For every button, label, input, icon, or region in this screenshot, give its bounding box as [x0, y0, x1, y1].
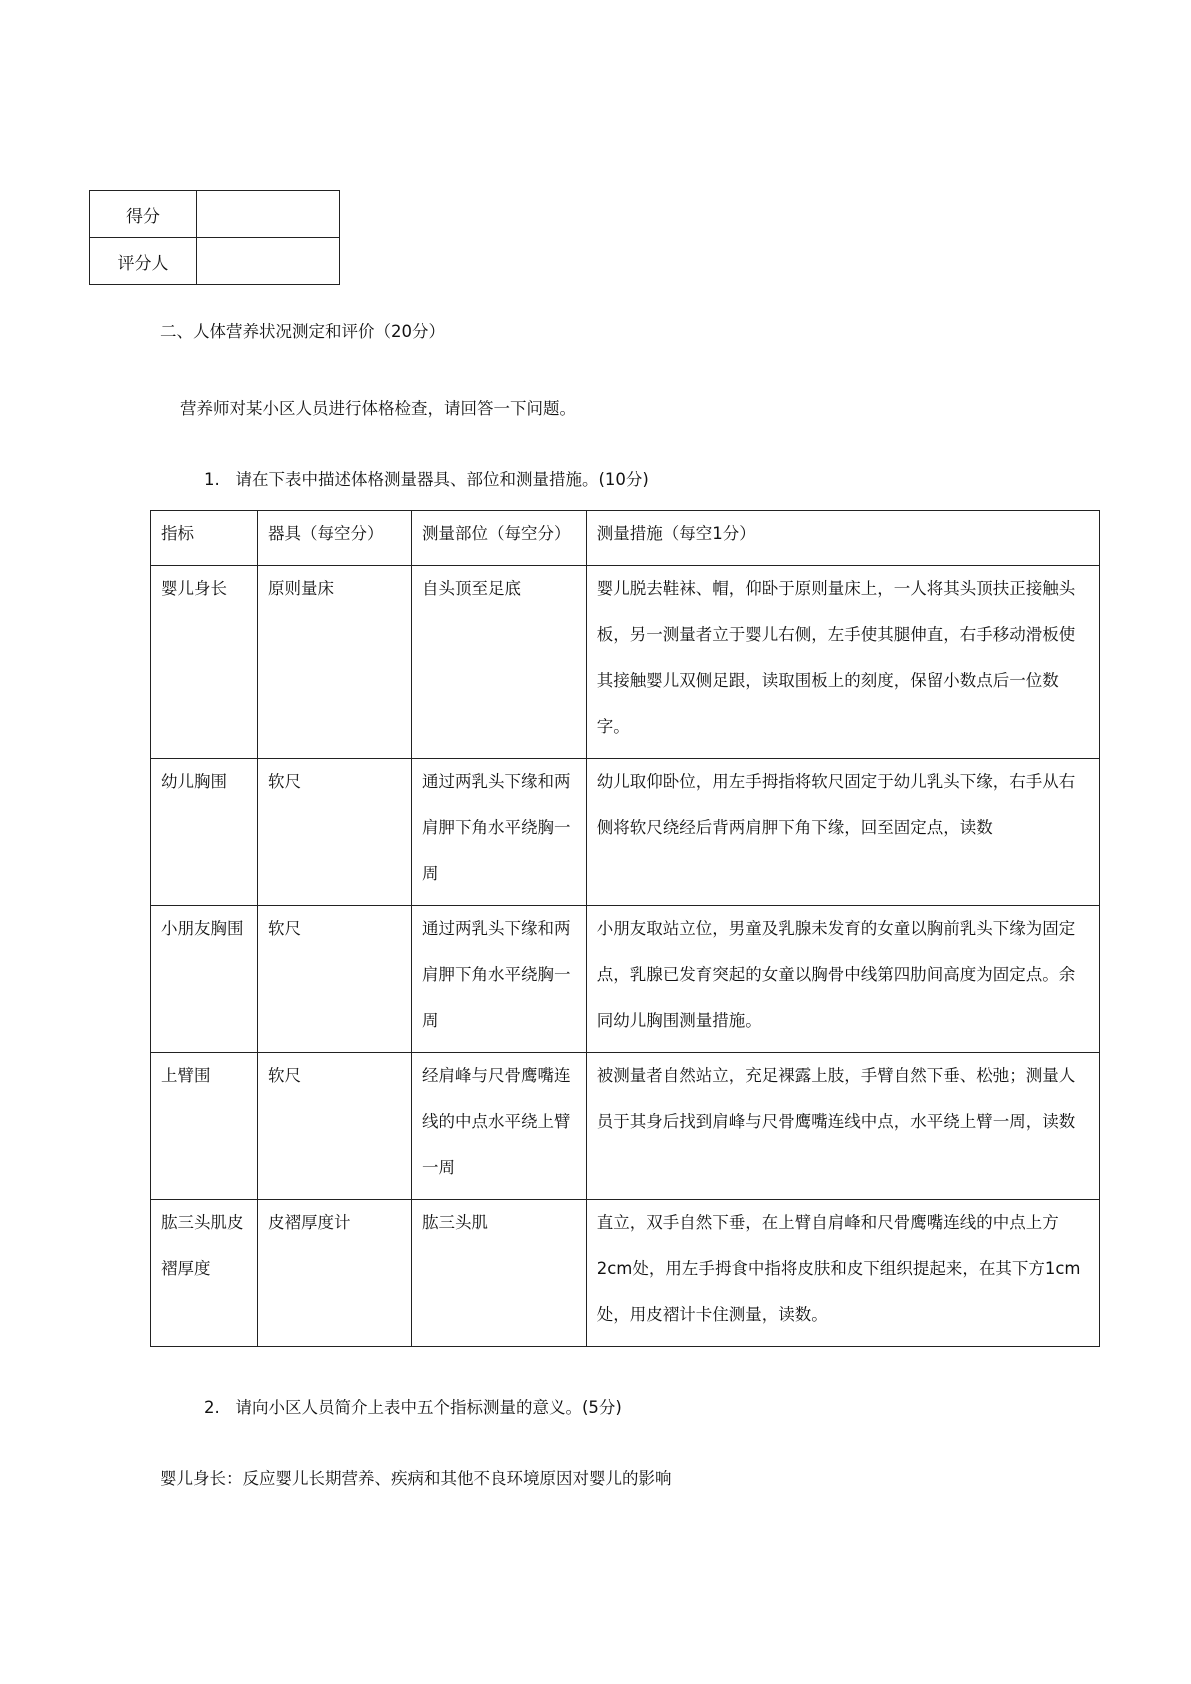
table-cell: 通过两乳头下缘和两肩胛下角水平绕胸一周 — [411, 906, 586, 1053]
table-cell: 软尺 — [258, 906, 412, 1053]
table-row — [151, 566, 1100, 759]
table-cell: 自头顶至足底 — [411, 566, 586, 759]
question-1: 1. 请在下表中描述体格测量器具、部位和测量措施。(10分) — [204, 470, 649, 489]
table-cell: 婴儿脱去鞋袜、帽，仰卧于原则量床上，一人将其头顶扶正接触头板，另一测量者立于婴儿右侧，左手使其腿伸直，右手移动滑板使其接触婴儿双侧足跟，读取围板上的刻度，保留小数点后一位数字。 — [586, 566, 1099, 759]
table-cell: 小朋友胸围 — [151, 906, 258, 1053]
table-cell: 肱三头肌皮褶厚度 — [151, 1200, 258, 1347]
table-cell: 皮褶厚度计 — [258, 1200, 412, 1347]
table-header-row — [151, 511, 1100, 566]
answer-infant-length: 婴儿身长：反应婴儿长期营养、疾病和其他不良环境原因对婴儿的影响 — [160, 1469, 672, 1488]
grader-value-cell — [197, 238, 340, 285]
header-cell: 指标 — [151, 511, 258, 566]
score-label: 得分 — [90, 191, 197, 238]
table-cell: 直立，双手自然下垂，在上臂自肩峰和尺骨鹰嘴连线的中点上方2cm处，用左手拇食中指将皮肤和皮下组织提起来，在其下方1cm处，用皮褶计卡住测量，读数。 — [586, 1200, 1099, 1347]
table-cell: 软尺 — [258, 759, 412, 906]
table-row — [151, 1200, 1100, 1347]
table-cell: 通过两乳头下缘和两肩胛下角水平绕胸一周 — [411, 759, 586, 906]
header-cell: 器具（每空分） — [258, 511, 412, 566]
header-cell: 测量部位（每空分） — [411, 511, 586, 566]
grader-label: 评分人 — [90, 238, 197, 285]
table-row — [151, 1053, 1100, 1200]
question-2: 2. 请向小区人员简介上表中五个指标测量的意义。(5分) — [204, 1398, 622, 1417]
table-cell: 原则量床 — [258, 566, 412, 759]
table-cell: 婴儿身长 — [151, 566, 258, 759]
score-box — [89, 190, 340, 285]
table-cell: 幼儿胸围 — [151, 759, 258, 906]
table-cell: 上臂围 — [151, 1053, 258, 1200]
table-row — [151, 759, 1100, 906]
table-cell: 肱三头肌 — [411, 1200, 586, 1347]
header-cell: 测量措施（每空1分） — [586, 511, 1099, 566]
table-cell: 小朋友取站立位，男童及乳腺未发育的女童以胸前乳头下缘为固定点，乳腺已发育突起的女童以胸骨中线第四肋间高度为固定点。余同幼儿胸围测量措施。 — [586, 906, 1099, 1053]
measurement-table — [150, 510, 1100, 1347]
table-cell: 经肩峰与尺骨鹰嘴连线的中点水平绕上臂一周 — [411, 1053, 586, 1200]
table-cell: 软尺 — [258, 1053, 412, 1200]
table-cell: 被测量者自然站立，充足裸露上肢，手臂自然下垂、松弛；测量人员于其身后找到肩峰与尺骨鹰嘴连线中点，水平绕上臂一周，读数 — [586, 1053, 1099, 1200]
section-title: 二、人体营养状况测定和评价（20分） — [160, 322, 445, 341]
table-row — [151, 906, 1100, 1053]
intro-text: 营养师对某小区人员进行体格检查，请回答一下问题。 — [180, 399, 576, 418]
table-cell: 幼儿取仰卧位，用左手拇指将软尺固定于幼儿乳头下缘，右手从右侧将软尺绕经后背两肩胛下角下缘，回至固定点，读数 — [586, 759, 1099, 906]
score-value-cell — [197, 191, 340, 238]
